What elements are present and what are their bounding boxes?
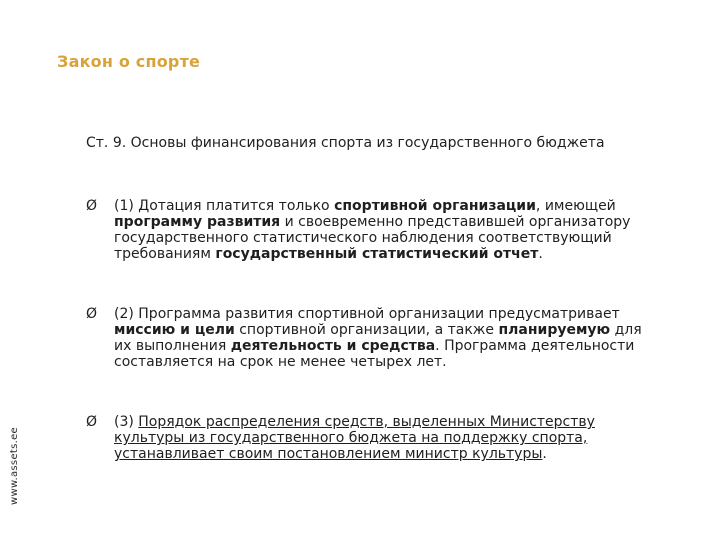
bullet-1-emphasis-2: программу развития	[114, 214, 281, 230]
bullet-2-emphasis-3: деятельность и средства	[230, 338, 436, 354]
bullet-1-part-3: и своевременно представившей организатору государственного статистического наблюдения соответствующий требованиям	[114, 214, 631, 262]
side-url: www.assets.ee	[9, 426, 20, 505]
arrow-bullet-icon: Ø	[86, 198, 98, 214]
slide-title: Закон о спорте	[57, 52, 201, 71]
bullet-1-emphasis-1: спортивной организации	[334, 198, 536, 214]
bullet-1	[86, 198, 646, 262]
bullet-2	[86, 306, 646, 370]
arrow-bullet-icon: Ø	[86, 414, 98, 430]
bullet-2-part-2: спортивной организации, а также	[234, 322, 499, 338]
bullet-3-part-2: .	[542, 446, 547, 462]
bullet-2-part-3: для их выполнения	[114, 322, 642, 354]
bullet-1-part-4: .	[538, 246, 543, 262]
bullet-1-emphasis-3: государственный статистический отчет	[215, 246, 539, 262]
bullet-2-emphasis-2: планируемую	[498, 322, 611, 338]
bullet-2-part-4: . Программа деятельности составляется на срок не менее четырех лет.	[114, 338, 635, 370]
bullet-3-underlined-text: Порядок распределения средств, выделенных Министерству культуры из государственного бюджета на поддержку спорта, устанавливает своим постановлением министр культуры	[114, 414, 595, 462]
bullet-2-emphasis-1: миссию и цели	[114, 322, 235, 338]
bullet-2-text	[114, 306, 646, 370]
bullet-1-part-1: (1) Дотация платится только	[114, 198, 335, 214]
bullet-1-part-2: , имеющей	[535, 198, 616, 214]
bullet-3-part-1: (3)	[114, 414, 139, 430]
bullet-2-part-1: (2) Программа развития спортивной организации предусматривает	[114, 306, 620, 322]
bullet-3-text	[114, 414, 646, 462]
bullet-3	[86, 414, 646, 462]
bullet-1-text	[114, 198, 646, 262]
article-heading: Ст. 9. Основы финансирования спорта из государственного бюджета	[86, 135, 605, 151]
arrow-bullet-icon: Ø	[86, 306, 98, 322]
